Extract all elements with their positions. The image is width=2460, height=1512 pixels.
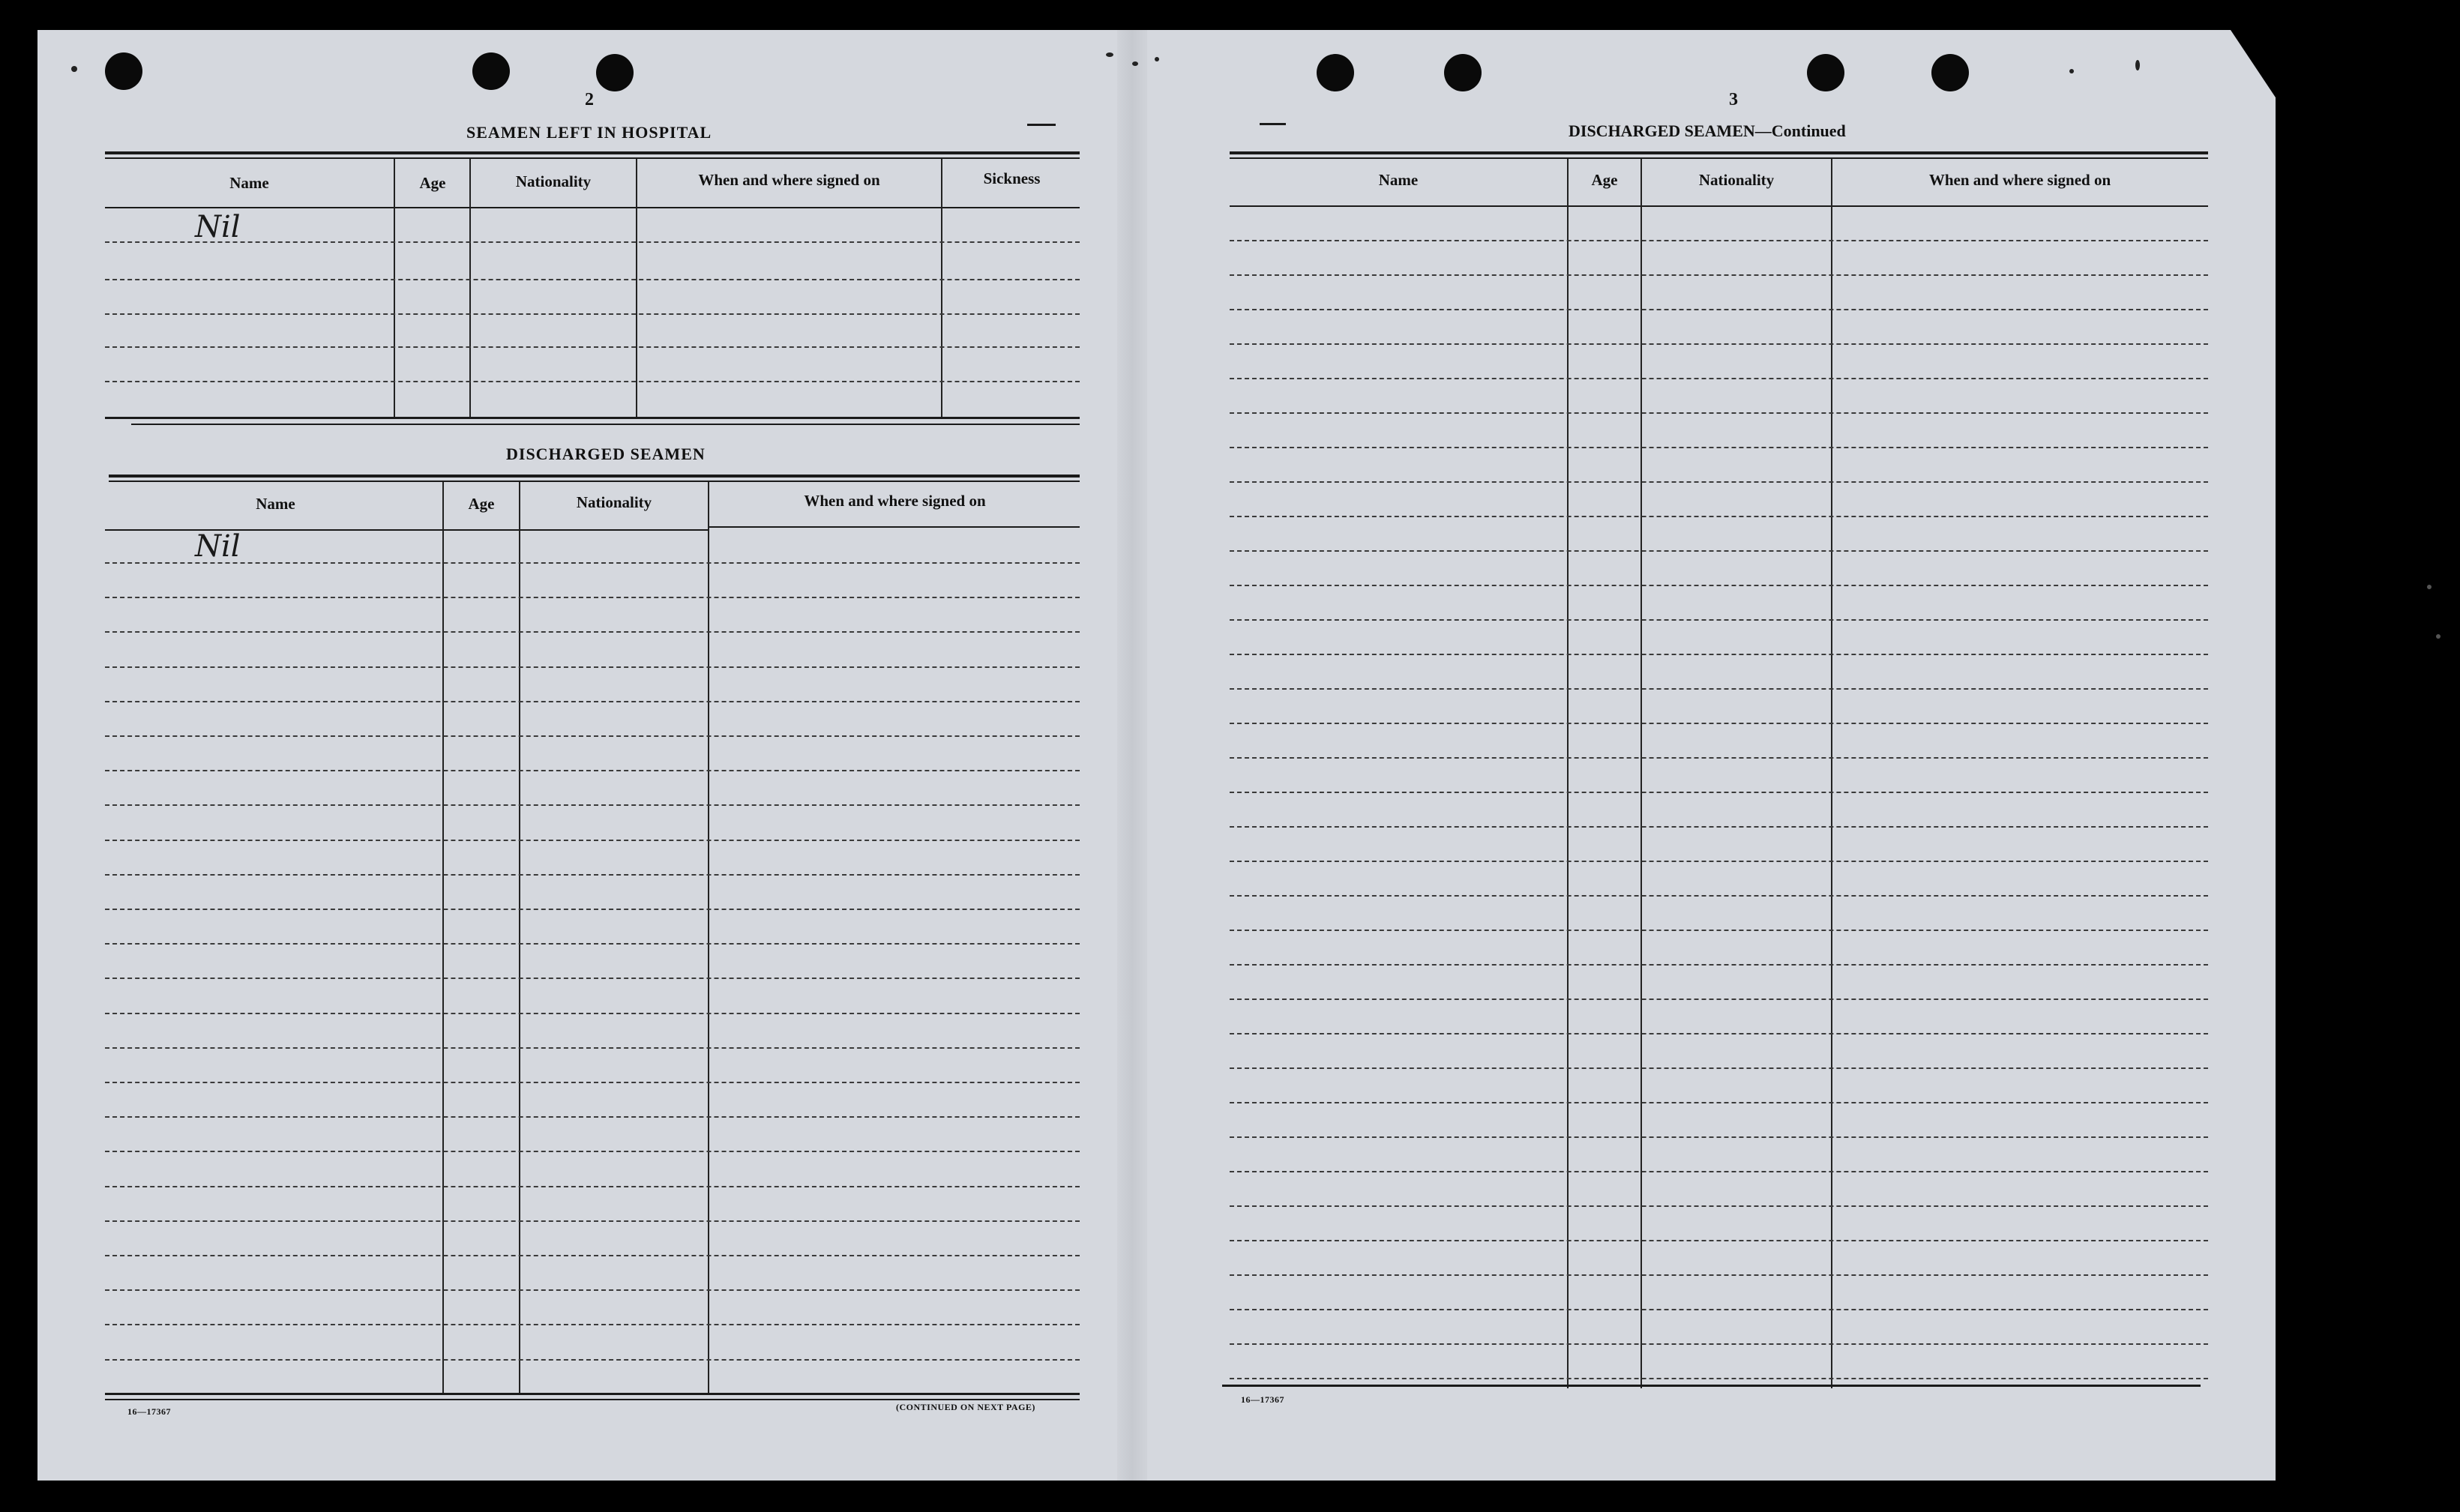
punch-hole — [105, 52, 142, 90]
speck — [2436, 634, 2441, 639]
page-number: 2 — [585, 90, 594, 109]
table-row — [105, 1013, 1080, 1014]
table-row — [1230, 481, 2208, 483]
table-row — [105, 597, 1080, 598]
table-row — [1230, 1274, 2208, 1276]
handwritten-nil: Nil — [195, 529, 241, 564]
column-divider — [394, 159, 395, 418]
table-row — [105, 1289, 1080, 1291]
speck — [2069, 69, 2074, 73]
document-sheet — [37, 30, 2276, 1481]
speck — [2427, 585, 2432, 589]
speck — [2135, 60, 2140, 70]
punch-hole — [1317, 54, 1354, 91]
table-row — [1230, 550, 2208, 552]
table-row — [105, 279, 1080, 280]
punch-hole — [596, 54, 634, 91]
column-header-signed-on: When and where signed on — [698, 171, 880, 189]
table-row — [1230, 1205, 2208, 1207]
table-row — [1230, 1033, 2208, 1034]
table-row — [105, 1047, 1080, 1049]
table-top-rule — [105, 157, 1080, 159]
column-header-nationality: Nationality — [1698, 171, 1775, 189]
table-bottom-rule — [105, 1393, 1080, 1395]
column-divider — [708, 482, 709, 1395]
table-row — [105, 666, 1080, 668]
table-row — [1230, 1136, 2208, 1138]
table-row — [105, 1186, 1080, 1187]
speck — [71, 66, 77, 72]
table-row — [105, 978, 1080, 979]
table-row — [105, 313, 1080, 315]
table-top-rule — [109, 475, 1080, 478]
table-row — [1230, 654, 2208, 655]
header-rule — [1230, 205, 2208, 207]
table-row — [1230, 1240, 2208, 1241]
table-row — [1230, 516, 2208, 517]
column-header-age: Age — [419, 174, 446, 192]
column-header-sickness: Sickness — [983, 169, 1041, 187]
table-row — [105, 1255, 1080, 1256]
column-header-signed-on: When and where signed on — [1928, 171, 2111, 189]
table-row — [105, 701, 1080, 702]
section-title-hospital: SEAMEN LEFT IN HOSPITAL — [466, 123, 712, 142]
table-row — [1230, 1378, 2208, 1379]
table-row — [1230, 757, 2208, 759]
column-header-name: Name — [229, 174, 269, 192]
table-row — [1230, 274, 2208, 276]
table-row — [1230, 1102, 2208, 1103]
table-row — [1230, 861, 2208, 862]
table-row — [105, 562, 1080, 564]
speck — [1106, 52, 1113, 57]
column-header-name: Name — [1378, 171, 1419, 189]
form-number: 16—17367 — [127, 1406, 171, 1417]
table-row — [105, 1220, 1080, 1222]
punch-hole — [1931, 54, 1969, 91]
table-bottom-rule — [105, 417, 1080, 419]
table-row — [1230, 585, 2208, 586]
continued-note: (CONTINUED ON NEXT PAGE) — [896, 1402, 1035, 1412]
table-row — [105, 346, 1080, 348]
table-row — [105, 1082, 1080, 1083]
table-row — [105, 909, 1080, 910]
table-row — [105, 381, 1080, 382]
table-row — [1230, 895, 2208, 897]
table-row — [1230, 688, 2208, 690]
column-header-age: Age — [1591, 171, 1618, 189]
column-header-age: Age — [468, 495, 495, 513]
table-row — [1230, 964, 2208, 966]
page-number: 3 — [1729, 90, 1738, 109]
form-number: 16—17367 — [1241, 1394, 1284, 1405]
punch-hole — [472, 52, 510, 90]
table-row — [1230, 378, 2208, 379]
table-row — [1230, 1343, 2208, 1345]
table-row — [1230, 826, 2208, 828]
table-top-rule — [1230, 151, 2208, 154]
table-row — [105, 735, 1080, 737]
page-fold — [1117, 30, 1147, 1481]
table-row — [1230, 619, 2208, 621]
table-bottom-rule — [131, 424, 1080, 425]
header-rule — [709, 526, 1080, 528]
column-divider — [636, 159, 637, 418]
table-row — [1230, 1067, 2208, 1069]
table-row — [105, 804, 1080, 806]
decorative-rule — [1027, 124, 1056, 126]
section-title-discharged-continued: DISCHARGED SEAMEN—Continued — [1569, 121, 1846, 140]
table-row — [105, 1324, 1080, 1325]
speck — [1132, 61, 1138, 66]
table-bottom-rule — [1222, 1385, 2201, 1387]
torn-corner — [2231, 30, 2276, 97]
column-header-nationality: Nationality — [515, 172, 592, 190]
table-top-rule — [109, 481, 1080, 482]
header-rule — [105, 207, 1080, 208]
table-row — [1230, 1171, 2208, 1172]
punch-hole — [1444, 54, 1482, 91]
punch-hole — [1807, 54, 1844, 91]
section-title-discharged: DISCHARGED SEAMEN — [506, 445, 706, 463]
column-header-signed-on: When and where signed on — [804, 492, 986, 510]
table-row — [1230, 723, 2208, 724]
table-row — [1230, 240, 2208, 241]
table-row — [105, 1359, 1080, 1361]
table-row — [105, 874, 1080, 876]
table-bottom-rule — [105, 1399, 1080, 1400]
table-row — [1230, 309, 2208, 310]
table-row — [1230, 999, 2208, 1000]
table-row — [1230, 343, 2208, 345]
table-top-rule — [1230, 157, 2208, 159]
column-header-name: Name — [256, 495, 295, 513]
table-row — [1230, 447, 2208, 448]
column-divider — [941, 159, 942, 418]
column-divider — [469, 159, 471, 418]
table-row — [105, 241, 1080, 243]
table-row — [1230, 1309, 2208, 1310]
column-divider — [442, 482, 444, 1395]
handwritten-nil: Nil — [195, 210, 241, 244]
table-row — [1230, 792, 2208, 793]
speck — [1155, 57, 1159, 61]
column-header-nationality: Nationality — [576, 493, 652, 511]
table-row — [105, 1151, 1080, 1152]
table-row — [105, 631, 1080, 633]
column-divider — [519, 482, 520, 1395]
table-row — [105, 840, 1080, 841]
table-top-rule — [105, 151, 1080, 154]
table-row — [105, 1116, 1080, 1118]
table-row — [1230, 930, 2208, 931]
table-row — [105, 770, 1080, 771]
decorative-rule — [1260, 123, 1286, 125]
table-row — [1230, 412, 2208, 414]
table-row — [105, 943, 1080, 945]
